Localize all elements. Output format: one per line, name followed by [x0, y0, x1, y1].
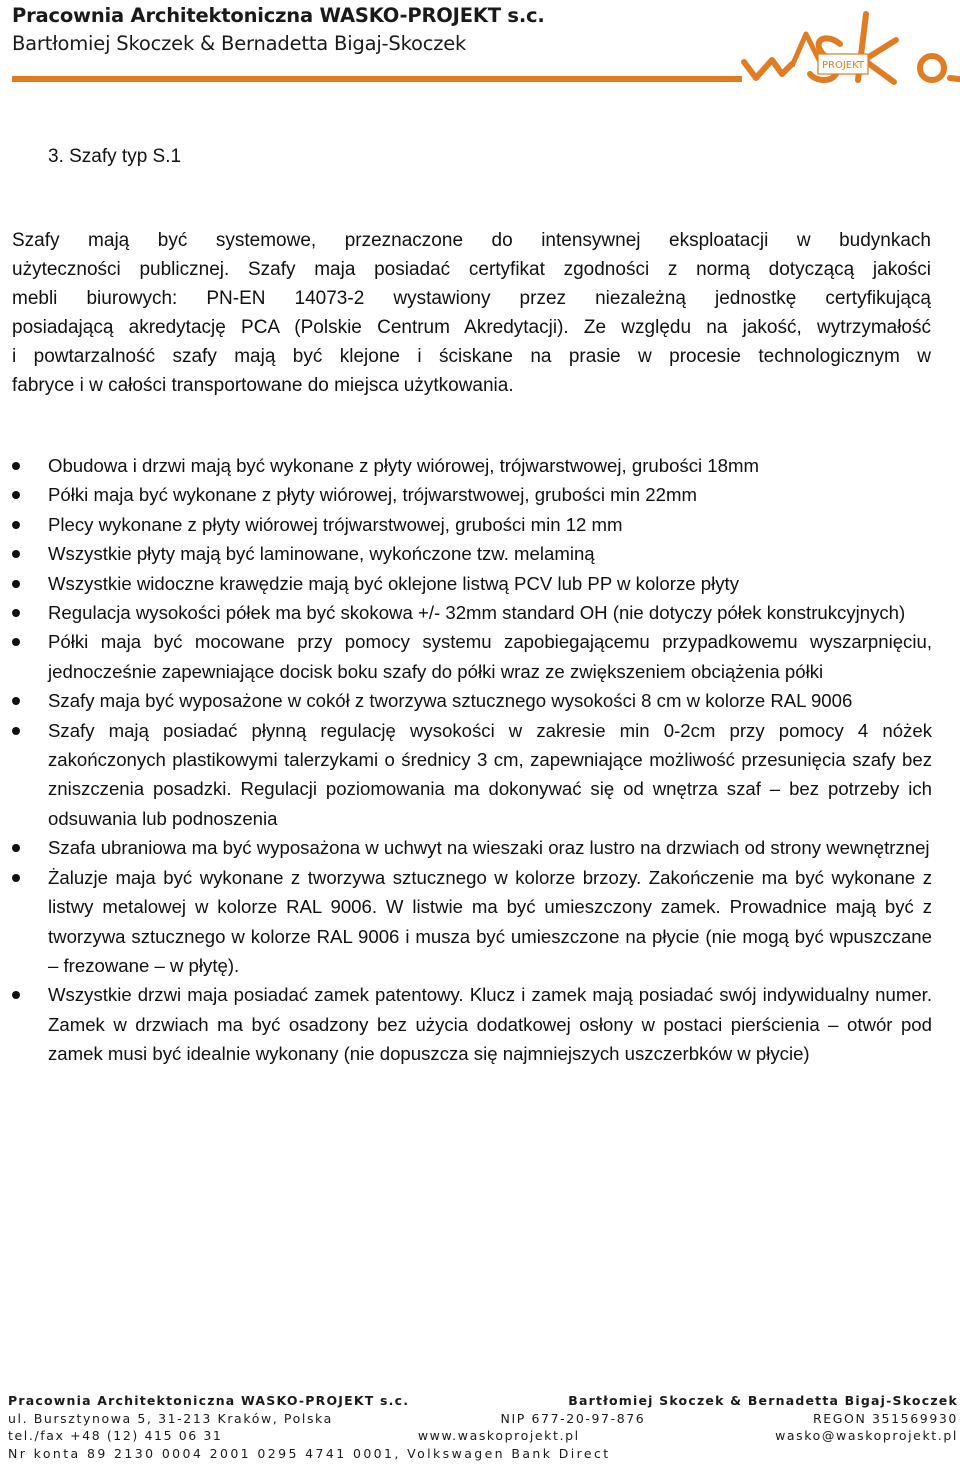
footer-nip: NIP 677-20-97-876: [500, 1410, 646, 1426]
page-header: [12, 0, 958, 88]
page-footer: [8, 1392, 958, 1462]
bullet-icon: [12, 727, 20, 735]
footer-regon: REGON 351569930: [812, 1410, 958, 1426]
list-item: Regulacja wysokości półek ma być skokowa +/- 32mm standard OH (nie dotyczy półek konstrukcyjnych): [12, 598, 932, 627]
wasko-logo: [736, 4, 960, 88]
footer-website-link[interactable]: www.waskoprojekt.pl: [417, 1428, 580, 1443]
intro-line: fabryce i w całości transportowane do miejsca użytkowania.: [12, 375, 514, 396]
header-company-name: Pracownia Architektoniczna WASKO-PROJEKT s.c.: [12, 4, 545, 27]
list-item: Półki maja być wykonane z płyty wiórowej, trójwarstwowej, grubości min 22mm: [12, 480, 932, 509]
list-item: Półki maja być mocowane przy pomocy systemu zapobiegającemu przypadkowemu wyszarpnięciu, jednocześnie zapewniające docisk boku szafy do półki wraz ze zwiększeniem obciążenia półki: [12, 627, 932, 686]
requirements-list: [12, 451, 932, 1069]
footer-row-address: [8, 1410, 958, 1428]
list-item: Obudowa i drzwi mają być wykonane z płyty wiórowej, trójwarstwowej, grubości 18mm: [12, 451, 932, 480]
bullet-icon: [12, 638, 20, 646]
list-item: Wszystkie widoczne krawędzie mają być oklejone listwą PCV lub PP w kolorze płyty: [12, 569, 932, 598]
bullet-icon: [12, 609, 20, 617]
bullet-icon: [12, 580, 20, 588]
bullet-icon: [12, 874, 20, 882]
list-item: Wszystkie drzwi maja posiadać zamek patentowy. Klucz i zamek mają posiadać swój indywidualny numer. Zamek w drzwiach ma być osadzony bez użycia dodatkowej osłony w postaci pierścienia – otwór pod zamek musi być idealnie wykonany (nie dopuszcza się najmniejszych uszczerbków w płycie): [12, 980, 932, 1068]
list-item: Plecy wykonane z płyty wiórowej trójwarstwowej, grubości min 12 mm: [12, 510, 932, 539]
bullet-icon: [12, 462, 20, 470]
footer-email-link[interactable]: wasko@waskoprojekt.pl: [775, 1428, 958, 1443]
footer-row-contact: [8, 1427, 958, 1445]
intro-paragraph: [12, 226, 931, 400]
intro-line: Szafy mają być systemowe, przeznaczone do intensywnej eksploatacji w budynkach: [12, 230, 931, 251]
header-rule: [12, 76, 742, 82]
footer-company: Pracownia Architektoniczna WASKO-PROJEKT s.c.: [8, 1393, 410, 1408]
footer-owners: Bartłomiej Skoczek & Bernadetta Bigaj-Skoczek: [568, 1393, 958, 1408]
bullet-icon: [12, 550, 20, 558]
bullet-icon: [12, 991, 20, 999]
intro-line: i powtarzalność szafy mają być klejone i ściskane na prasie w procesie technologicznym w: [12, 346, 931, 367]
intro-line: posiadającą akredytację PCA (Polskie Centrum Akredytacji). Ze względu na jakość, wytrzymałość: [12, 317, 931, 338]
list-item: Wszystkie płyty mają być laminowane, wykończone tzw. melaminą: [12, 539, 932, 568]
bullet-icon: [12, 521, 20, 529]
bullet-icon: [12, 491, 20, 499]
footer-row-names: [8, 1392, 958, 1410]
list-item: Szafy mają posiadać płynną regulację wysokości w zakresie min 0-2cm przy pomocy 4 nóżek zakończonych plastikowymi talerzykami o średnicy 3 cm, zapewniające możliwość przesunięcia szafy bez zniszczenia posadzki. Regulacji poziomowania ma dokonywać się od wnętrza szaf – bez potrzeby ich odsuwania lub podnoszenia: [12, 716, 932, 834]
list-item: Żaluzje maja być wykonane z tworzywa sztucznego w kolorze brzozy. Zakończenie ma być wykonane z listwy metalowej w kolorze RAL 9006. W listwie ma być umieszczony zamek. Prowadnice mają być z tworzywa sztucznego w kolorze RAL 9006 i musza być umieszczone na płycie (nie mogą być wpuszczane – frezowane – w płytę).: [12, 863, 932, 981]
intro-line: mebli biurowych: PN-EN 14073-2 wystawiony przez niezależną jednostkę certyfikującą: [12, 288, 931, 309]
header-owners: Bartłomiej Skoczek & Bernadetta Bigaj-Skoczek: [12, 32, 467, 55]
logo-subtext: PROJEKT: [821, 60, 865, 71]
bullet-icon: [12, 697, 20, 705]
list-item: Szafa ubraniowa ma być wyposażona w uchwyt na wieszaki oraz lustro na drzwiach od strony wewnętrznej: [12, 833, 932, 862]
list-item: Szafy maja być wyposażone w cokół z tworzywa sztucznego wysokości 8 cm w kolorze RAL 9006: [12, 686, 932, 715]
section-heading: 3. Szafy typ S.1: [48, 146, 182, 167]
footer-account: Nr konta 89 2130 0004 2001 0295 4741 0001, Volkswagen Bank Direct: [8, 1445, 611, 1461]
footer-row-account: [8, 1445, 958, 1463]
footer-phone: tel./fax +48 (12) 415 06 31: [8, 1428, 223, 1443]
intro-line: użyteczności publicznej. Szafy maja posiadać certyfikat zgodności z normą dotyczącą jakości: [12, 259, 931, 280]
bullet-icon: [12, 844, 20, 852]
footer-address: ul. Bursztynowa 5, 31-213 Kraków, Polska: [8, 1410, 333, 1426]
